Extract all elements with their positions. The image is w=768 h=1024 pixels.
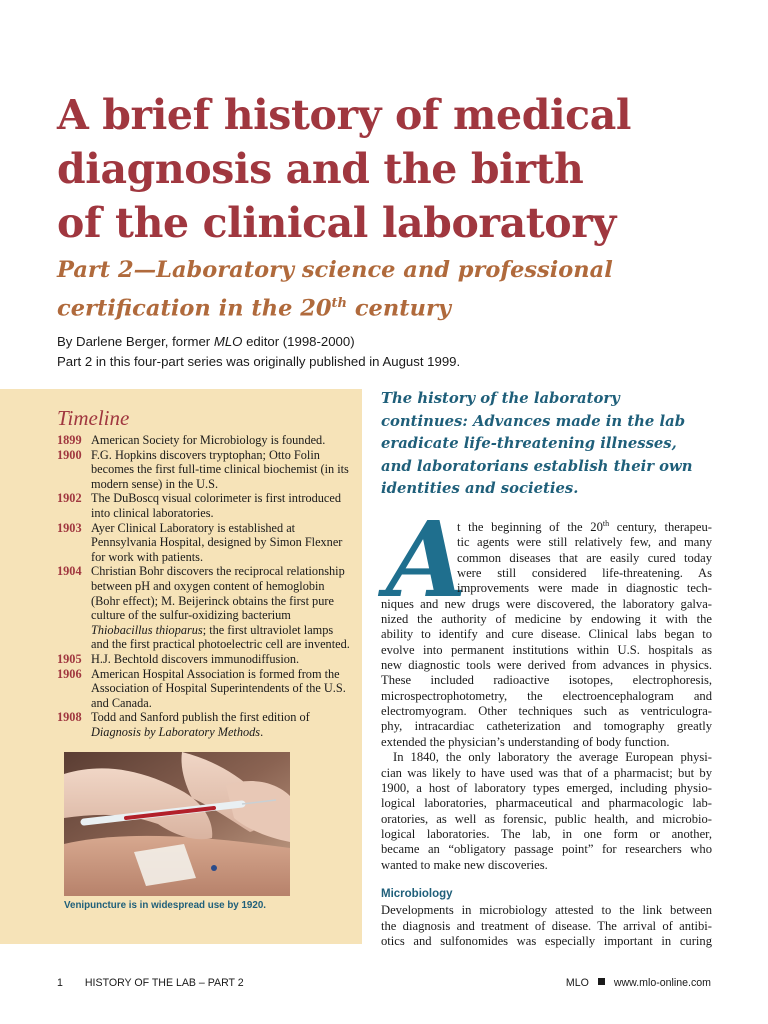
- timeline-entry: [57, 564, 353, 652]
- subtitle-line: Part 2—Laboratory science and professional: [57, 257, 613, 283]
- timeline-entry: [57, 491, 353, 520]
- title-line: A brief history of medical: [57, 91, 632, 139]
- body-line: Developments in microbiology attested to the link between: [381, 903, 712, 918]
- body-line: oratories, as well as forensic, public health, and microbio-: [381, 811, 712, 826]
- timeline-year: 1906: [57, 666, 82, 681]
- body-line: evolve into permanent institutions within U.S. hospitals as: [381, 642, 712, 657]
- body-line: otics and sulfonomides was especially important in curing: [381, 933, 712, 948]
- article-title: [57, 88, 747, 250]
- timeline-year: 1903: [57, 520, 82, 535]
- article-body: [381, 520, 712, 949]
- timeline-text: F.G. Hopkins discovers tryptophan; Otto Folin becomes the first full-time clinical biochemist (in its modern sense) in the U.S.: [91, 447, 349, 491]
- deck-line: identities and societies.: [381, 480, 579, 497]
- timeline-heading: Timeline: [57, 406, 130, 430]
- timeline-text-part: Christian Bohr discovers the reciprocal relationship between pH and oxygen content of hemoglobin (Bohr effect); M. Beijerinck obtains the first pure culture of the sulfur-oxidizing bacterium: [91, 564, 345, 623]
- body-line: These included radioactive isotopes, electrophoresis,: [381, 673, 712, 688]
- body-line: the diagnosis and treatment of disease. The arrival of antibi-: [381, 918, 712, 933]
- body-line: tic agents were still relatively few, and many: [457, 535, 712, 550]
- timeline-text: [91, 564, 353, 652]
- body-line: phy, intracardiac catheterization and tomography greatly: [381, 719, 712, 734]
- body-text: t the beginning of the 20: [457, 520, 603, 534]
- body-line: were still considered life-threatening. As: [457, 566, 712, 581]
- timeline-text-part: Todd and Sanford publish the first edition of: [91, 710, 310, 725]
- timeline-text: American Society for Microbiology is founded.: [91, 433, 326, 447]
- timeline-entry: [57, 433, 353, 448]
- body-line: logical laboratories. The lab, in one form or another,: [381, 826, 712, 841]
- body-superscript: th: [602, 518, 610, 528]
- timeline-entry: [57, 448, 353, 492]
- body-text: century, therapeu-: [609, 520, 713, 534]
- timeline-text: The DuBoscq visual colorimeter is first introduced into clinical laboratories.: [91, 491, 341, 520]
- photo-caption: Venipuncture is in widespread use by 1920.: [64, 900, 266, 911]
- body-line: new diagnostic tools were derived from advances in physics.: [381, 658, 712, 673]
- magazine-name: MLO: [213, 334, 243, 349]
- body-line: improvements were made in diagnostic tech-: [457, 581, 712, 596]
- body-line: In 1840, the only laboratory the average European physi-: [393, 750, 712, 765]
- timeline-text-part: ; the first ultraviolet lamps and the first practical photoelectric cell are invented.: [91, 622, 350, 652]
- deck-line: eradicate life-threatening illnesses,: [381, 435, 677, 452]
- timeline-text-part: .: [260, 724, 264, 739]
- magazine-name: MLO: [565, 977, 589, 989]
- subtitle-superscript: th: [331, 296, 348, 311]
- body-line: niques and new drugs were discovered, the laboratory galva-: [381, 596, 712, 611]
- timeline-entry: [57, 667, 353, 711]
- body-line: became an “obligatory passage point” for researchers who: [381, 842, 712, 857]
- drop-cap: A: [386, 498, 467, 621]
- byline: [57, 332, 737, 372]
- timeline-year: 1908: [57, 710, 82, 725]
- body-line: nized the authority of medicine by endowing it with the: [381, 612, 712, 627]
- timeline-year: 1905: [57, 651, 82, 666]
- square-bullet-icon: [598, 978, 605, 985]
- page-number: 1: [57, 977, 63, 989]
- author-text: editor (1998-2000): [242, 334, 355, 349]
- body-line: logical laboratories, pharmaceutical and pharmacologic lab-: [381, 796, 712, 811]
- timeline-year: 1902: [57, 491, 82, 506]
- subtitle-text: certification in the 20: [57, 295, 332, 322]
- body-line: microspectrophotometry, the electroencephalogram and: [381, 688, 712, 703]
- page-footer-left: [57, 977, 244, 989]
- timeline-year: 1904: [57, 564, 82, 579]
- timeline-entry: [57, 710, 353, 739]
- timeline-text: Ayer Clinical Laboratory is established at Pennsylvania Hospital, designed by Simon Flexner for work with patients.: [91, 520, 343, 564]
- article-deck: [381, 388, 731, 501]
- subtitle-line: [57, 287, 747, 326]
- website-url: www.mlo-online.com: [613, 977, 711, 989]
- subtitle-text: century: [347, 295, 451, 322]
- timeline-year: 1900: [57, 447, 82, 462]
- timeline-entry: [57, 521, 353, 565]
- body-line: common diseases that are easily cured today: [457, 550, 712, 565]
- body-line: cian was likely to have used was that of a pharmacist; but by: [381, 765, 712, 780]
- body-line: wanted to make new discoveries.: [381, 857, 548, 872]
- running-title: HISTORY OF THE LAB – PART 2: [84, 977, 244, 989]
- timeline-entry: [57, 652, 353, 667]
- venipuncture-illustration: [64, 752, 290, 896]
- deck-line: and laboratorians establish their own: [381, 457, 693, 475]
- body-line: extended the physician’s understanding of body function.: [381, 734, 670, 749]
- body-line: ability to identify and cure disease. Clinical labs began to: [381, 627, 712, 642]
- deck-line: The history of the laboratory: [381, 390, 620, 407]
- timeline-year: 1899: [57, 433, 82, 447]
- timeline-text: [91, 710, 353, 739]
- book-title: Diagnosis by Laboratory Methods: [91, 724, 261, 739]
- section-heading-microbiology: Microbiology: [381, 887, 453, 900]
- body-line: electromyogram. Other techniques such as ventriculogra-: [381, 704, 712, 719]
- body-line: [381, 520, 712, 535]
- timeline-list: [57, 433, 353, 739]
- body-line: 1900, a host of laboratory types emerged, including physio-: [381, 780, 712, 795]
- page-footer-right: [566, 977, 711, 989]
- article-subtitle: [57, 254, 747, 326]
- timeline-text: H.J. Bechtold discovers immunodiffusion.: [91, 651, 300, 666]
- organism-name: Thiobacillus thioparus: [91, 622, 203, 637]
- venipuncture-photo: [64, 752, 290, 896]
- author-text: By Darlene Berger, former: [57, 334, 214, 349]
- title-line: of the clinical laboratory: [57, 199, 616, 247]
- timeline-text: American Hospital Association is formed from the Association of Hospital Superintendents of the U.S. and Canada.: [91, 666, 346, 710]
- series-note: Part 2 in this four-part series was originally published in August 1999.: [57, 354, 461, 369]
- deck-line: continues: Advances made in the lab: [381, 412, 686, 430]
- author-line: [57, 332, 737, 352]
- title-line: diagnosis and the birth: [57, 145, 584, 193]
